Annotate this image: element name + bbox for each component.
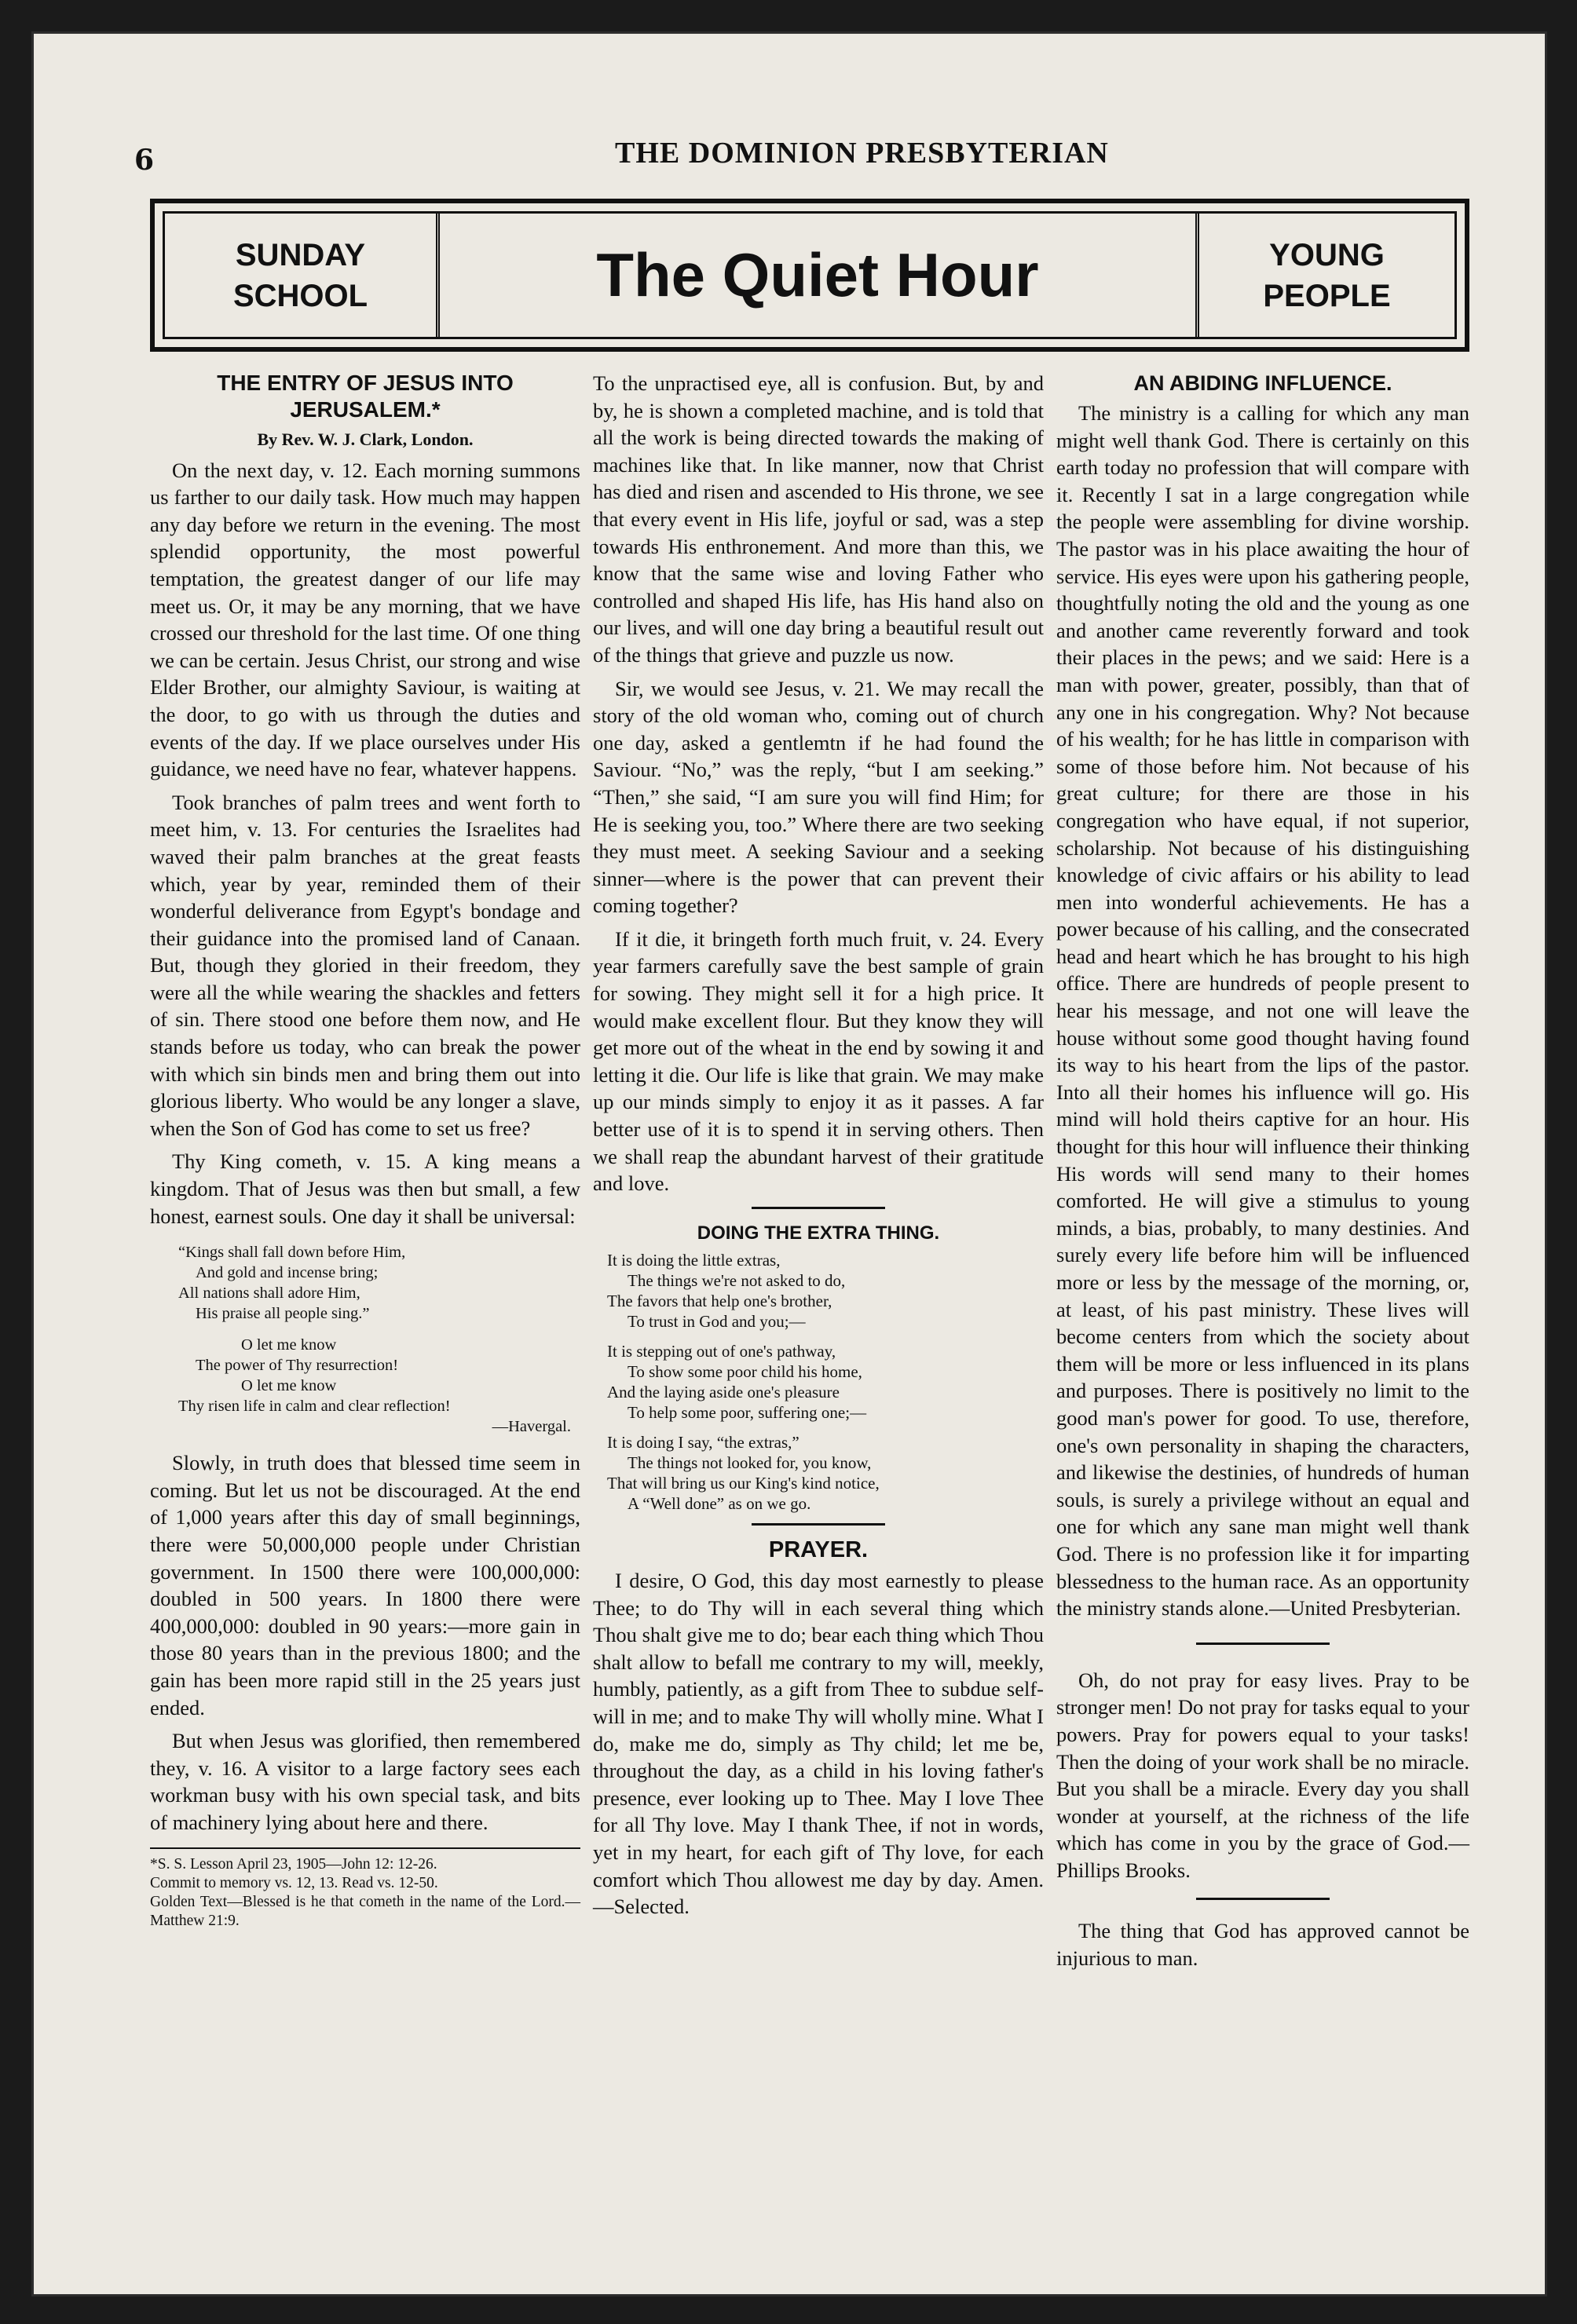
- running-head: THE DOMINION PRESBYTERIAN: [615, 137, 1109, 170]
- banner-left-box: [165, 214, 440, 337]
- poem-spacer: [607, 1332, 1044, 1341]
- poem-title: DOING THE EXTRA THING.: [697, 1222, 940, 1244]
- lesson-footnote: [150, 1847, 580, 1931]
- poem-line: All nations shall adore Him,: [178, 1284, 360, 1303]
- article-paragraph: To the unpractised eye, all is confusion. But, by and by, he is shown a completed machine, and is told that all the work is being directed towards the making of machines like that. In like manner, now that Christ has died and risen and ascended to His throne, we see that every event in His life, joyful or sad, was a step towards His enthronement. And more than this, we know that the same wise and loving Father who controlled and shaped His life, has His hand also on our lives, and will one day bring a beautiful result out of the things that grieve and puzzle us now.: [593, 371, 1044, 667]
- poem-line: O let me know: [241, 1336, 337, 1354]
- poem-spacer: [178, 1324, 580, 1335]
- article-paragraph: Took branches of palm trees and went forth to meet him, v. 13. For centuries the Israelites had waved their palm branches at the great feasts which, year by year, reminded them of their wonderful deliverance from Egypt's bondage and their guidance into the promised land of Canaan. But, though they gloried in their freedom, they were all the while wearing the shackles and fetters of sin. There stood one before them now, and He stands before us today, who can break the power with which sin binds men and bring them out into glorious liberty. Who would be any longer a slave, when the Son of God has come to set us free?: [150, 790, 580, 1140]
- prayer-paragraph: I desire, O God, this day most earnestly to please Thee; to do Thy will in each several thing which Thou shalt give me to do; bear each thing which Thou shalt allow to befall me contrary to my will, meekly, humbly, patiently, as a gift from Thee to subdue self-will in me; and to make Thy will wholly mine. What I do, make me do, simply as Thy child; let me be, throughout the day, as a child in his loving father's presence, ever looking up to Thee. May I love Thee for all Thy love. May I thank Thee, if not in words, yet in my heart, for each gift of Thy love, for each comfort which Thou allowest me day by day. Amen.—Selected.: [593, 1569, 1044, 1919]
- poem-line: It is stepping out of one's pathway,: [607, 1342, 836, 1361]
- banner-right-line1: YOUNG: [1269, 237, 1385, 272]
- article-paragraph: Slowly, in truth does that blessed time seem in coming. But let us not be discouraged. At the end of 1,000 years after this day of small beginnings, there were 50,000,000 people under Christian government. In 1500 there were 100,000,000: doubled in 500 years. In 1800 there were 400,000,000: doubled in 90 years:—more gain in those 80 years than in the previous 1800; and the gain has been more rapid still in the 25 years just ended.: [150, 1451, 580, 1719]
- banner-right-line2: PEOPLE: [1263, 278, 1391, 313]
- banner-right-box: [1195, 214, 1454, 337]
- column-1: [150, 370, 580, 1931]
- poem-line: His praise all people sing.”: [196, 1305, 370, 1323]
- article-paragraph: Sir, we would see Jesus, v. 21. We may recall the story of the old woman who, coming out of church one day, asked a gentlemtn if he had found the Saviour. “No,” was the reply, “but I am seeking.” “Then,” she said, “I am sure you will find Him; for He is seeking you, too.” Where there are two seeking they must meet. A seeking Saviour and a seeking sinner—where is the power that can prevent their coming together?: [593, 676, 1044, 918]
- banner-title: The Quiet Hour: [596, 240, 1039, 309]
- poem-line: To help some poor, suffering one;—: [628, 1403, 867, 1423]
- divider-rule: [1196, 1898, 1330, 1900]
- poem-line: The favors that help one's brother,: [607, 1292, 832, 1311]
- prayer-title: PRAYER.: [768, 1537, 869, 1563]
- article-paragraph: But when Jesus was glorified, then remembered they, v. 16. A visitor to a large factory sees each workman busy with his own special task, and bits of machinery lying about here and there.: [150, 1729, 580, 1834]
- poem-line: O let me know: [241, 1377, 337, 1395]
- footnote-line: Commit to memory vs. 12, 13. Read vs. 12-50.: [150, 1874, 438, 1891]
- poem-line: To trust in God and you;—: [628, 1312, 806, 1332]
- article-heading: AN ABIDING INFLUENCE.: [1133, 371, 1392, 395]
- poem-line: A “Well done” as on we go.: [628, 1494, 811, 1514]
- column-2: [593, 370, 1044, 1927]
- poem-line: That will bring us our King's kind notice,: [607, 1474, 880, 1493]
- article-paragraph: Thy King cometh, v. 15. A king means a kingdom. That of Jesus was then but small, a few honest, earnest souls. One day it shall be universal:: [150, 1149, 580, 1228]
- section-banner: [150, 199, 1469, 352]
- poem-line: “Kings shall fall down before Him,: [178, 1244, 406, 1262]
- article-paragraph: The thing that God has approved cannot be injurious to man.: [1056, 1919, 1469, 1971]
- poem-extra-thing: [607, 1250, 1044, 1514]
- banner-left-line1: SUNDAY: [235, 237, 366, 272]
- poem-line: To show some poor child his home,: [628, 1362, 862, 1382]
- divider-rule: [752, 1207, 885, 1209]
- article-paragraph: The ministry is a calling for which any man might well thank God. There is certainly on this earth today no profession that will compare with it. Recently I sat in a large congregation while the people were assembling for divine worship. The pastor was in his place awaiting the hour of service. His eyes were upon his gathering people, thoughtfully noting the old and the young as one and another came reverently forward and took their places in the pews; and we said: Here is a man with power, greater, possibly, than that of any one in his congregation. Why? Not because of his wealth; for he has little in comparison with some of those before him. Not because of his great culture; for there are those in his congregation who have equal, if not superior, scholarship. Not because of his distinguishing knowledge of civic affairs or his ability to lead men into wonderful achievements. He has a power because of his calling, and the consecrated head and heart which he has brought to his high office. There are hundreds of people present to hear his message, and not one will leave the house without some good thought having found its way to his heart from the lips of the pastor. Into all their homes his influence will go. His mind will hold theirs captive for an hour. His thought for this hour will influence their thinking His words will send many to their homes comforted. He will give a stimulus to young minds, a bias, probably, to many destinies. And surely every life before him will be influenced more or less by the message of the morning, or, at least, of his past ministry. These lives will become centers from which the society about them will be more or less influenced in its plans and purposes. There is positively no limit to the good man's power for good. To use, therefore, one's own personality in shaping the characters, and likewise the destinies, of hundreds of human souls, is surely a privilege without an equal and one for which any sane man might well thank God. There is no profession like it for imparting blessedness to the human race. As an opportunity the ministry stands alone.—United Presbyterian.: [1056, 401, 1469, 1621]
- divider-rule: [1196, 1643, 1330, 1645]
- poem-line: And the laying aside one's pleasure: [607, 1383, 840, 1402]
- poem-line: And gold and incense bring;: [196, 1264, 379, 1282]
- article-paragraph: Oh, do not pray for easy lives. Pray to be stronger men! Do not pray for tasks equal to your powers. Pray for powers equal to your tasks! Then the doing of your work shall be no miracle. But you shall be a miracle. Every day you shall wonder at yourself, at the richness of the life which has come in you by the grace of God.—Phillips Brooks.: [1056, 1668, 1469, 1882]
- article-paragraph: On the next day, v. 12. Each morning summons us farther to our daily task. How much may happen any day before we return in the evening. The most splendid opportunity, the most powerful temptation, the greatest danger of our life may meet us. Or, it may be any morning, that we have crossed our threshold for the last time. Of one thing we can be certain. Jesus Christ, our strong and wise Elder Brother, our almighty Saviour, is waiting at the door, to go with us through the duties and events of the day. If we place ourselves under His guidance, we need have no fear, whatever happens.: [150, 458, 580, 781]
- article-paragraph: If it die, it bringeth forth much fruit, v. 24. Every year farmers carefully save the best sample of grain for sowing. They might sell it for a high price. It would make excellent flour. But they know they will get more out of the wheat in the end by sowing it and letting it die. Our life is like that grain. We may make up our minds simply to enjoy it as it passes. A far better use of it is to spend it in serving others. Then we shall reap the abundant harvest of their gratitude and love.: [593, 926, 1044, 1196]
- poem-line: It is doing I say, “the extras,”: [607, 1433, 799, 1452]
- poem-line: The things we're not asked to do,: [628, 1271, 846, 1291]
- footnote-line: Golden Text—Blessed is he that cometh in the name of the Lord.—Matthew 21:9.: [150, 1893, 580, 1929]
- banner-frame: [163, 211, 1457, 339]
- footnote-line: *S. S. Lesson April 23, 1905—John 12: 12-26.: [150, 1855, 437, 1873]
- poem-attribution: —Havergal.: [492, 1418, 571, 1436]
- article-heading: THE ENTRY OF JESUS INTO JERUSALEM.*: [217, 371, 514, 422]
- poem-line: The things not looked for, you know,: [628, 1453, 872, 1473]
- poem-line: It is doing the little extras,: [607, 1251, 781, 1270]
- article-byline: By Rev. W. J. Clark, London.: [257, 429, 474, 449]
- poem-line: The power of Thy resurrection!: [196, 1357, 399, 1375]
- newspaper-page: [31, 31, 1547, 2297]
- poem-spacer: [607, 1423, 1044, 1432]
- poem-line: Thy risen life in calm and clear reflection!: [178, 1398, 451, 1416]
- hymn-quote: [178, 1242, 580, 1437]
- page-number: 6: [134, 144, 155, 177]
- column-3: [1056, 370, 1469, 1979]
- divider-rule: [752, 1523, 885, 1526]
- banner-left-line2: SCHOOL: [232, 278, 368, 313]
